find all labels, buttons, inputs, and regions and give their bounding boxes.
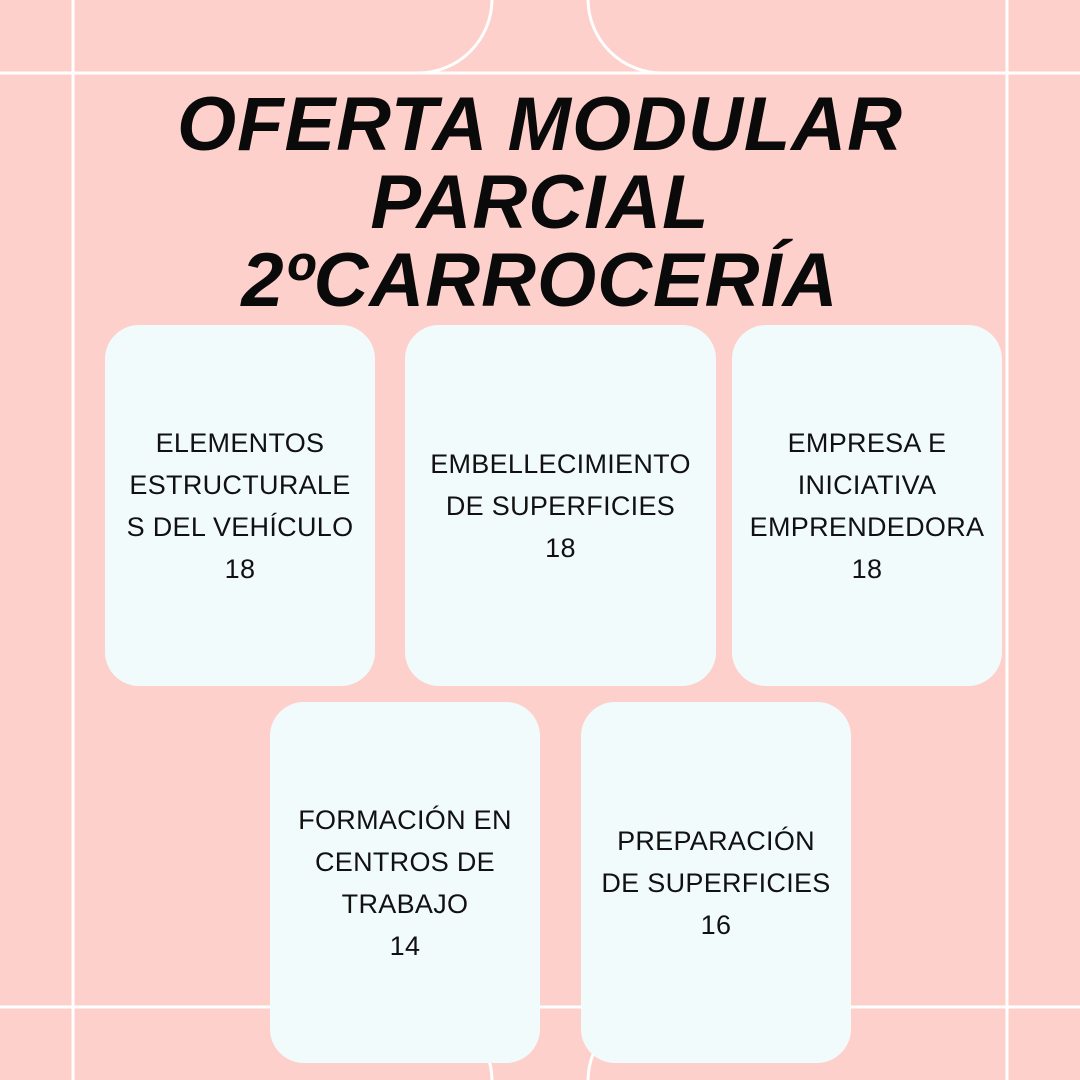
title-line-1: OFERTA MODULAR <box>176 82 904 167</box>
module-name-line: FORMACIÓN EN <box>298 804 512 835</box>
title-line-3: 2ºCARROCERÍA <box>241 238 839 323</box>
module-name-line: ESTRUCTURALE <box>129 469 351 500</box>
module-card-embellecimiento <box>405 325 716 686</box>
module-card-text <box>601 820 830 946</box>
title-line-2: PARCIAL <box>370 160 710 245</box>
module-card-text <box>750 422 985 590</box>
module-name-line: TRABAJO <box>341 888 469 919</box>
module-hours: 14 <box>389 930 421 961</box>
module-card-formacion <box>270 702 540 1063</box>
module-name-line: DE SUPERFICIES <box>601 867 831 898</box>
module-name-line: S DEL VEHÍCULO <box>126 511 354 542</box>
module-card-text <box>127 422 354 590</box>
module-name-line: DE SUPERFICIES <box>445 490 676 521</box>
module-name-line: INICIATIVA <box>797 469 937 500</box>
module-hours: 18 <box>851 553 883 584</box>
module-card-empresa <box>732 325 1002 686</box>
module-hours: 18 <box>545 532 576 563</box>
module-hours: 18 <box>224 553 256 584</box>
module-name-line: CENTROS DE <box>314 846 495 877</box>
module-name-line: PREPARACIÓN <box>617 825 815 856</box>
module-card-preparacion <box>581 702 851 1063</box>
module-name-line: EMPRENDEDORA <box>749 511 985 542</box>
module-hours: 16 <box>700 909 732 940</box>
page-title <box>0 82 1080 323</box>
module-name-line: ELEMENTOS <box>155 427 325 458</box>
module-card-text <box>298 799 512 967</box>
module-name-line: EMBELLECIMIENTO <box>430 448 691 479</box>
module-name-line: EMPRESA E <box>787 427 947 458</box>
module-card-text <box>430 443 691 569</box>
module-card-elementos-estructurales <box>105 325 375 686</box>
